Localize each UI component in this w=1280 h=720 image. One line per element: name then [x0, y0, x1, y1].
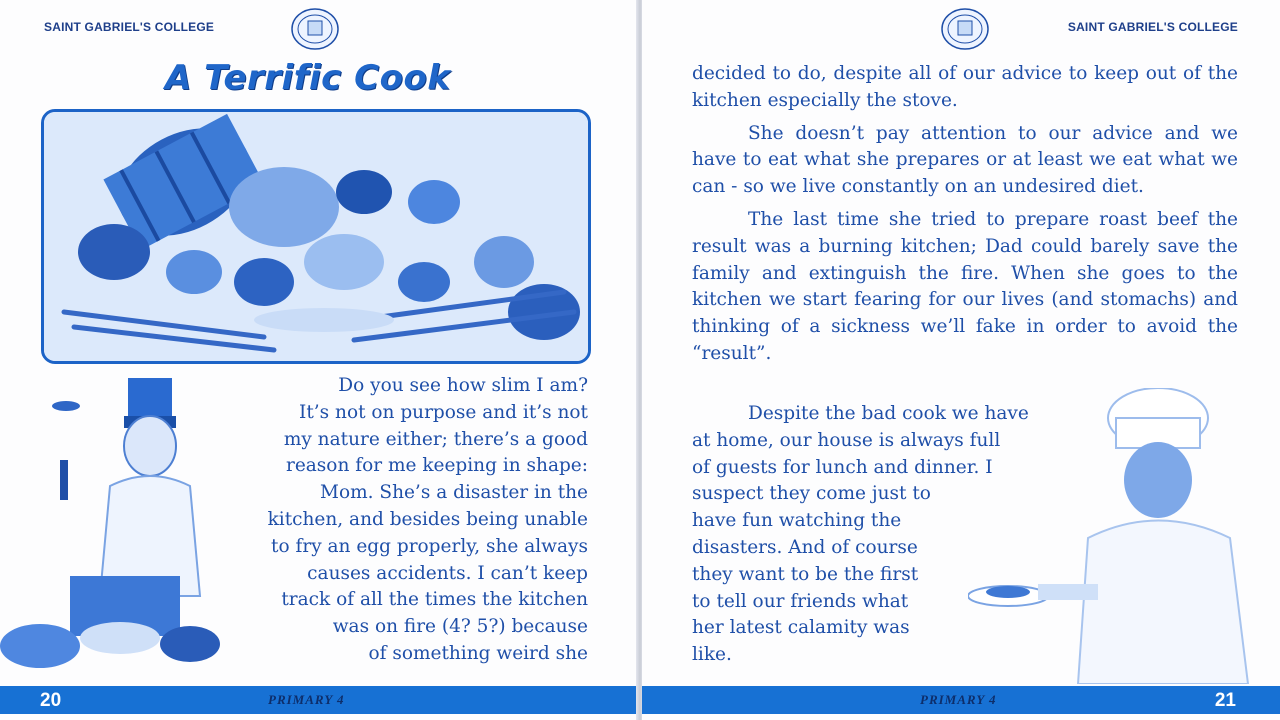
- right-footer-bar: [642, 686, 1280, 714]
- text-line: Despite the bad cook we have: [748, 403, 1029, 424]
- text-line: Mom. She’s a disaster in the: [320, 482, 588, 504]
- paragraph: decided to do, despite all of our advice to keep out of the kitchen especially the stove.: [692, 63, 1238, 111]
- text-line: reason for me keeping in shape:: [285, 455, 588, 477]
- college-seal-icon: [940, 7, 990, 51]
- text-line: It’s not on purpose and it’s not: [299, 401, 588, 423]
- text-line: like.: [692, 644, 732, 666]
- text-line: track of all the times the kitchen: [281, 589, 588, 611]
- series-label-right: PRIMARY 4: [920, 692, 997, 707]
- female-chef-illustration: [0, 376, 240, 682]
- series-label-left: PRIMARY 4: [268, 692, 345, 707]
- text-line: Do you see how slim I am?: [338, 375, 588, 396]
- college-seal-icon: [290, 7, 340, 51]
- text-line: suspect they come just to: [692, 483, 931, 505]
- text-line: at home, our house is always full: [692, 429, 1001, 451]
- right-page: [642, 0, 1280, 720]
- text-line: they want to be the first: [692, 563, 919, 585]
- text-line: was on fire (4? 5?) because: [332, 616, 588, 638]
- text-line: causes accidents. I can’t keep: [307, 562, 588, 584]
- text-line: have fun watching the: [692, 510, 902, 532]
- text-line: kitchen, and besides being unable: [267, 508, 588, 530]
- left-page-text: [268, 373, 588, 668]
- text-line: disasters. And of course: [692, 536, 918, 558]
- college-name-left: SAINT GABRIEL'S COLLEGE: [44, 20, 215, 34]
- text-line: to fry an egg properly, she always: [271, 535, 588, 557]
- vegetables-photo: [41, 109, 591, 364]
- text-line: her latest calamity was: [692, 617, 910, 639]
- text-line: of guests for lunch and dinner. I: [692, 456, 993, 478]
- male-chef-illustration: [968, 388, 1268, 684]
- page-number-left: 20: [40, 690, 62, 711]
- text-line: of something weird she: [368, 642, 588, 664]
- text-line: my nature either; there’s a good: [283, 428, 588, 450]
- right-page-text: [692, 61, 1238, 374]
- left-page: [0, 0, 638, 720]
- page-title: A Terrific Cook: [165, 58, 451, 98]
- text-line: to tell our friends what: [692, 590, 909, 612]
- college-name-right: SAINT GABRIEL'S COLLEGE: [1067, 20, 1238, 34]
- paragraph: The last time she tried to prepare roast beef the result was a burning kitchen; Dad could barely save the family and extinguish the fire. When she goes to the kitchen we start fearing for our lives (and stomachs) and thinking of a sickness we’ll fake in order to avoid the “result”.: [692, 208, 1238, 364]
- page-number-right: 21: [1214, 690, 1236, 711]
- paragraph: She doesn’t pay attention to our advice and we have to eat what she prepares or at least we eat what we can - so we live constantly on an undesired diet.: [692, 122, 1238, 198]
- left-footer-bar: [0, 686, 638, 714]
